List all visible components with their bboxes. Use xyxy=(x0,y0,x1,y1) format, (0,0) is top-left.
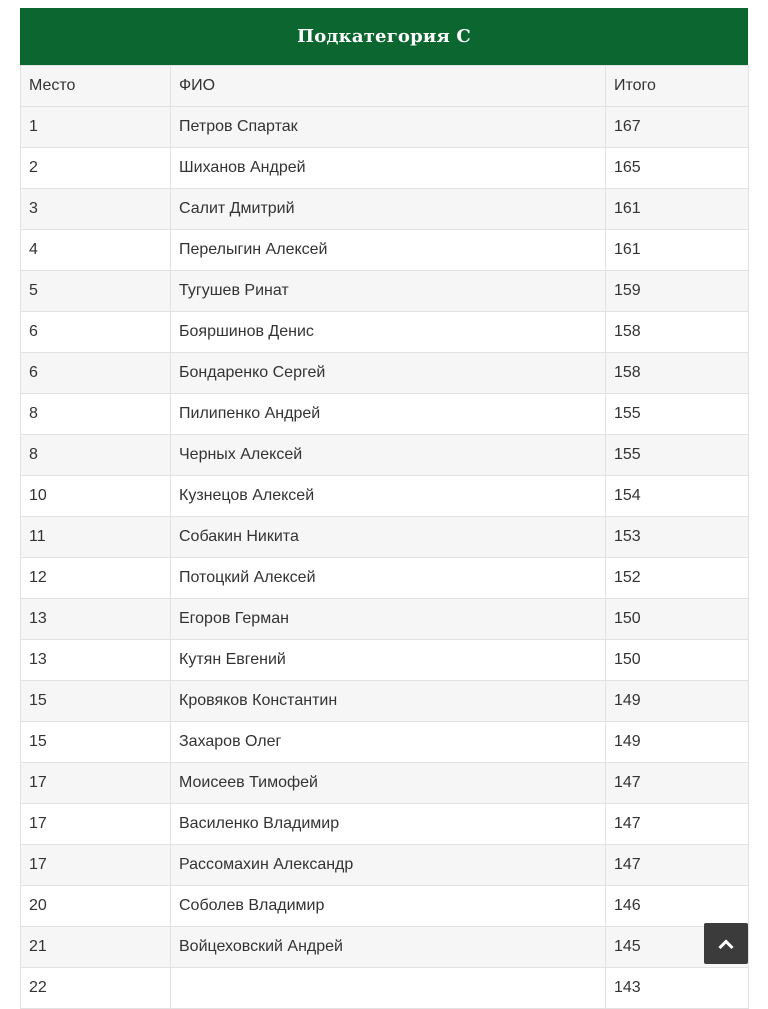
cell-total: 161 xyxy=(606,230,749,271)
cell-total: 145 xyxy=(606,927,749,968)
cell-place: 6 xyxy=(21,353,171,394)
cell-total: 155 xyxy=(606,435,749,476)
cell-place: 17 xyxy=(21,804,171,845)
table-row xyxy=(21,435,749,476)
cell-place: 22 xyxy=(21,968,171,1009)
column-header-place: Место xyxy=(21,66,171,107)
table-row xyxy=(21,722,749,763)
table-row xyxy=(21,599,749,640)
cell-name: Перелыгин Алексей xyxy=(171,230,606,271)
cell-name: Моисеев Тимофей xyxy=(171,763,606,804)
cell-name: Шиханов Андрей xyxy=(171,148,606,189)
cell-total: 155 xyxy=(606,394,749,435)
cell-place: 10 xyxy=(21,476,171,517)
results-table xyxy=(20,65,749,1009)
cell-place: 20 xyxy=(21,886,171,927)
column-header-total: Итого xyxy=(606,66,749,107)
cell-total: 158 xyxy=(606,312,749,353)
cell-name: Василенко Владимир xyxy=(171,804,606,845)
cell-place: 21 xyxy=(21,927,171,968)
cell-name: Егоров Герман xyxy=(171,599,606,640)
column-header-name: ФИО xyxy=(171,66,606,107)
cell-place: 2 xyxy=(21,148,171,189)
cell-total: 147 xyxy=(606,804,749,845)
cell-place: 4 xyxy=(21,230,171,271)
cell-place: 3 xyxy=(21,189,171,230)
cell-name: Кровяков Константин xyxy=(171,681,606,722)
cell-total: 143 xyxy=(606,968,749,1009)
cell-total: 150 xyxy=(606,640,749,681)
cell-total: 147 xyxy=(606,763,749,804)
cell-place: 17 xyxy=(21,763,171,804)
cell-place: 1 xyxy=(21,107,171,148)
table-row xyxy=(21,968,749,1009)
results-panel xyxy=(20,8,748,1009)
cell-name: Салит Дмитрий xyxy=(171,189,606,230)
table-row xyxy=(21,107,749,148)
cell-name: Захаров Олег xyxy=(171,722,606,763)
cell-name: Войцеховский Андрей xyxy=(171,927,606,968)
cell-name: Кутян Евгений xyxy=(171,640,606,681)
cell-total: 152 xyxy=(606,558,749,599)
cell-name: Тугушев Ринат xyxy=(171,271,606,312)
table-header-row xyxy=(21,66,749,107)
table-row xyxy=(21,476,749,517)
cell-place: 5 xyxy=(21,271,171,312)
cell-total: 158 xyxy=(606,353,749,394)
cell-place: 13 xyxy=(21,640,171,681)
cell-name: Черных Алексей xyxy=(171,435,606,476)
cell-name: Пилипенко Андрей xyxy=(171,394,606,435)
cell-name xyxy=(171,968,606,1009)
table-row xyxy=(21,886,749,927)
table-body xyxy=(21,107,749,1009)
cell-place: 6 xyxy=(21,312,171,353)
table-row xyxy=(21,845,749,886)
cell-total: 165 xyxy=(606,148,749,189)
chevron-up-icon xyxy=(718,938,734,950)
table-row xyxy=(21,763,749,804)
cell-name: Кузнецов Алексей xyxy=(171,476,606,517)
table-row xyxy=(21,640,749,681)
cell-total: 161 xyxy=(606,189,749,230)
cell-name: Собакин Никита xyxy=(171,517,606,558)
cell-place: 11 xyxy=(21,517,171,558)
table-row xyxy=(21,394,749,435)
table-row xyxy=(21,189,749,230)
cell-place: 15 xyxy=(21,722,171,763)
table-row xyxy=(21,558,749,599)
table-row xyxy=(21,312,749,353)
table-row xyxy=(21,517,749,558)
cell-place: 12 xyxy=(21,558,171,599)
cell-place: 15 xyxy=(21,681,171,722)
cell-name: Соболев Владимир xyxy=(171,886,606,927)
cell-total: 149 xyxy=(606,722,749,763)
scroll-to-top-button[interactable] xyxy=(704,923,748,964)
cell-place: 13 xyxy=(21,599,171,640)
table-row xyxy=(21,148,749,189)
cell-place: 8 xyxy=(21,394,171,435)
cell-total: 153 xyxy=(606,517,749,558)
table-row xyxy=(21,353,749,394)
table-row xyxy=(21,271,749,312)
table-row xyxy=(21,681,749,722)
cell-total: 150 xyxy=(606,599,749,640)
cell-total: 167 xyxy=(606,107,749,148)
cell-place: 8 xyxy=(21,435,171,476)
cell-total: 149 xyxy=(606,681,749,722)
cell-place: 17 xyxy=(21,845,171,886)
cell-name: Рассомахин Александр xyxy=(171,845,606,886)
cell-total: 146 xyxy=(606,886,749,927)
table-row xyxy=(21,927,749,968)
cell-name: Петров Спартак xyxy=(171,107,606,148)
table-title: Подкатегория С xyxy=(20,8,748,65)
cell-total: 147 xyxy=(606,845,749,886)
table-row xyxy=(21,804,749,845)
cell-name: Потоцкий Алексей xyxy=(171,558,606,599)
cell-name: Бондаренко Сергей xyxy=(171,353,606,394)
cell-total: 154 xyxy=(606,476,749,517)
cell-total: 159 xyxy=(606,271,749,312)
cell-name: Бояршинов Денис xyxy=(171,312,606,353)
table-row xyxy=(21,230,749,271)
